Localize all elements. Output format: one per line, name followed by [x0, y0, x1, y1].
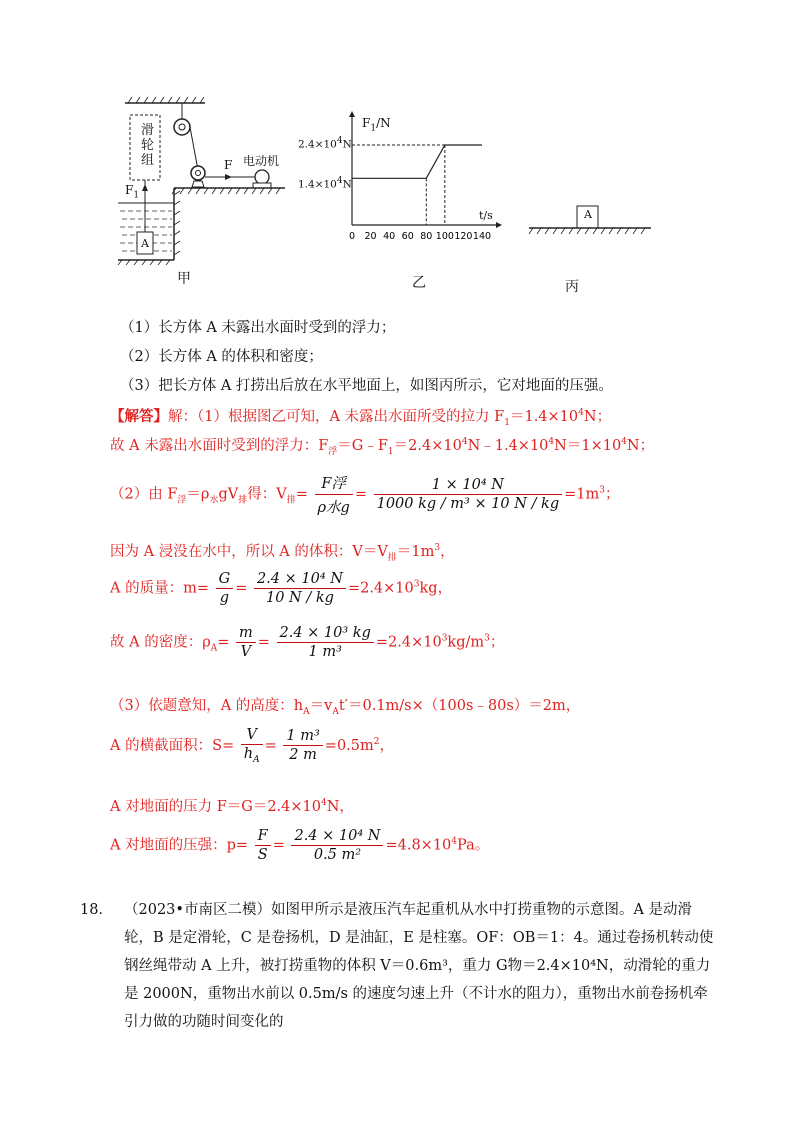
x-tick-label: 60	[401, 231, 414, 242]
force-f-label: F	[224, 158, 233, 172]
chart-xlabel: t/s	[479, 209, 493, 222]
caption-jia: 甲	[177, 271, 191, 287]
y-tick-24: $2.4\times 10^4N$	[298, 136, 352, 151]
answer-line-2: 故 A 未露出水面时受到的浮力：$F_浮=G﹣F_1=2.4\times 10^4N﹣1.4\times 10^4N=1\times 10^4N$；	[110, 437, 655, 457]
answer-line-1: 【解答】解：（1）根据图乙可知，A 未露出水面所受的拉力 $F_1=1.4\times 10^4N$；	[110, 408, 612, 428]
x-axis-arrow	[496, 222, 502, 228]
question-1: （1）长方体 A 未露出水面时受到的浮力；	[120, 320, 396, 336]
problem-18-text: （2023•市南区二模）如图甲所示是液压汽车起重机从水中打捞重物的示意图。A 是动滑轮，B 是定滑轮，C 是卷扬机，D 是油缸，E 是柱塞。OF：OB＝1：4。通过卷扬机转动使钢丝绳带动 A 上升，被打捞重物的体积 V＝0.6m³，重力 G物＝2.4×10⁴N，动滑轮的重力是 2000N，重物出水前以 0.5m/s 的速度匀速上升（不计水的阻力），重物出水前卷扬机牵引力做的功随时间变化的	[124, 902, 714, 1030]
chart-ylabel: $F_1/N$	[362, 116, 391, 134]
answer-line-4: 因为 A 浸没在水中，所以 A 的体积：$V=V_排=1m^3$，	[110, 543, 455, 563]
question-3: （3）把长方体 A 打捞出后放在水平地面上，如图丙所示，它对地面的压强。	[120, 378, 613, 394]
caption-bing: 丙	[565, 279, 579, 295]
answer-line-3: （2）由 $F_浮=\rho_水gV_排$得：$V_排=$ $\frac{\text{F浮}}{\text{ρ水g}}$ = $\frac{\text{1 × 10⁴ N}}{\text{1000 kg / m³ × 10 N / kg}}$ $=1m^3$；	[110, 472, 620, 517]
problem-number: 18．	[80, 902, 113, 918]
y-tick-14: $1.4\times 10^4N$	[298, 176, 352, 191]
answer-line-9: A 对地面的压力 $F=G=2.4\times 10^4N$，	[110, 798, 354, 815]
force-f1-label: $F_1$	[125, 183, 140, 201]
bing-block-label: A	[584, 208, 592, 221]
series-line	[352, 145, 482, 178]
x-tick-label: 100	[435, 231, 454, 242]
answer-line-8: A 的横截面积：S= $\frac{V}{h_A}$ = $\frac{\text{1 m³}}{2 m}$ $=0.5m^2$，	[110, 727, 394, 765]
x-tick-label: 20	[364, 231, 377, 242]
x-tick-label: 80	[420, 231, 433, 242]
answer-line-5: A 的质量：m= $\frac{G}{g}$ = $\frac{\text{2.4 × 10⁴ N}}{10 N / kg}$ $=2.4\times 10^3kg$，	[110, 571, 453, 606]
caption-yi: 乙	[412, 275, 426, 291]
x-tick-label: 0	[348, 231, 356, 242]
motor-label: 电动机	[243, 154, 280, 168]
answer-line-7: （3）依题意知，A 的高度：$h_A=v_At'=0.1m/s\times(100s﹣80s)=2m$，	[110, 698, 581, 717]
y-axis-arrow	[349, 111, 355, 117]
answer-line-10: A 对地面的压强：p= $\frac{F}{S}$ = $\frac{\text{2.4 × 10⁴ N}}{\text{0.5 m²}}$ $=4.8\times 10^4Pa$。	[110, 828, 490, 863]
answer-line-6: 故 A 的密度：$\rho_A=$ $\frac{m}{V}$ = $\frac{\text{2.4 × 10³ kg}}{\text{1 m³}}$ $=2.4\times 10^3kg/m^3$；	[110, 625, 505, 660]
x-tick-label: 140	[472, 231, 492, 242]
x-tick-label: 40	[383, 231, 396, 242]
x-tick-label: 120	[454, 231, 473, 242]
block-a-label: A	[141, 237, 149, 250]
pulley-group-label: 滑 轮 组	[141, 123, 155, 168]
question-2: （2）长方体 A 的体积和密度；	[120, 349, 323, 365]
